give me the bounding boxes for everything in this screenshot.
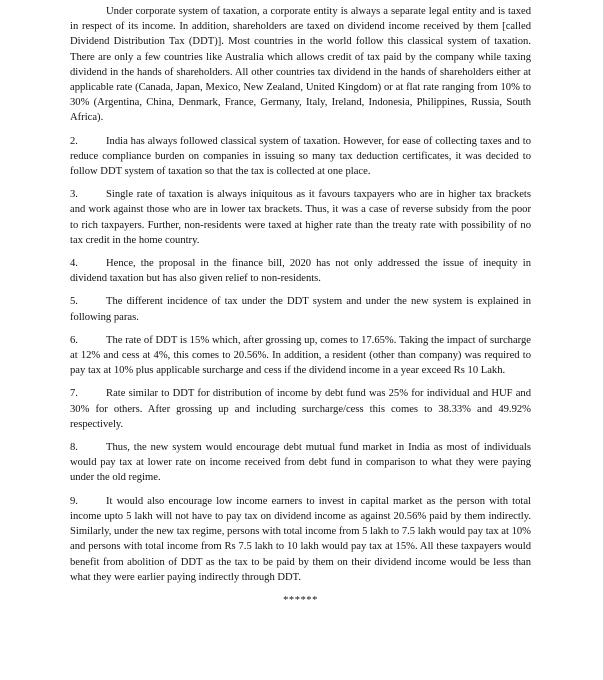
paragraph-4 xyxy=(70,256,531,286)
paragraph-6 xyxy=(70,333,531,379)
paragraph-7 xyxy=(70,386,531,432)
paragraph-9 xyxy=(70,494,531,585)
document-body xyxy=(70,4,531,608)
paragraph-text: Rate similar to DDT for distribution of income by debt fund was 25% for individual and HUF and 30% for others. After grossing up and including surcharge/cess this comes to 38.33% and 49.92% respectively. xyxy=(70,388,531,430)
paragraph-text: It would also encourage low income earners to invest in capital market as the person with total income upto 5 lakh will not have to pay tax on dividend income as against 20.56% paid by them indirectly. Similarly, under the new tax regime, persons with total income from 5 lakh to 7.5 lakh would pay tax at 10% and persons with total income from Rs 7.5 lakh to 10 lakh would pay tax at 15%. All these taxpayers would benefit from abolition of DDT as the tax to be paid by them on their dividend income would be less than what they were earlier paying indirectly through DDT. xyxy=(70,495,531,583)
paragraph-5 xyxy=(70,294,531,324)
paragraph-number: 7. xyxy=(70,388,78,400)
paragraph-text: Thus, the new system would encourage debt mutual fund market in India as most of individuals would pay tax at lower rate on income received from debt fund in comparison to what they were paying under the old regime. xyxy=(70,442,531,484)
paragraph-2 xyxy=(70,134,531,180)
paragraph-number: 9. xyxy=(70,495,78,507)
paragraph-text: The different incidence of tax under the DDT system and under the new system is explained in following paras. xyxy=(70,296,531,323)
paragraph-1 xyxy=(70,4,531,126)
paragraph-8 xyxy=(70,440,531,486)
end-marker: ****** xyxy=(283,594,318,606)
paragraph-text: Under corporate system of taxation, a corporate entity is always a separate legal entity and is taxed in respect of its income. In addition, shareholders are taxed on dividend income received by them [called Dividend Distribution Tax (DDT)]. Most countries in the world follow this classical system of taxation. There are only a few countries like Australia which allows credit of tax paid by the company while taxing dividend in the hands of shareholders. All other countries tax dividend in the hands of shareholders either at applicable rate (Canada, Japan, Mexico, New Zealand, United Kingdom) or at flat rate ranging from 10% to 30% (Argentina, China, Denmark, France, Germany, Italy, Ireland, Indonesia, Philippines, Russia, South Africa). xyxy=(70,6,531,124)
paragraph-text: Single rate of taxation is always iniquitous as it favours taxpayers who are in higher tax brackets and work against those who are in lower tax brackets. Thus, it was a case of reverse subsidy from the poor to rich taxpayers. Further, non-residents were taxed at higher rate than the treaty rate with possibility of no tax credit in the home country. xyxy=(70,189,531,246)
paragraph-3 xyxy=(70,187,531,248)
paragraph-number: 4. xyxy=(70,258,78,270)
paragraph-number: 8. xyxy=(70,442,78,454)
paragraph-number: 3. xyxy=(70,189,78,201)
paragraph-number: 2. xyxy=(70,135,78,147)
paragraph-text: The rate of DDT is 15% which, after grossing up, comes to 17.65%. Taking the impact of surcharge at 12% and cess at 4%, this comes to 20.56%. In addition, a resident (other than company) was required to pay tax at 10% plus applicable surcharge and cess if the dividend income in a year exceed Rs 10 Lakh. xyxy=(70,334,531,377)
paragraph-number: 5. xyxy=(70,296,78,308)
paragraph-number: 6. xyxy=(70,334,78,346)
paragraph-text: Hence, the proposal in the finance bill, 2020 has not only addressed the issue of inequity in dividend taxation but has also given relief to non-residents. xyxy=(70,258,531,285)
paragraph-text: India has always followed classical system of taxation. However, for ease of collecting taxes and to reduce compliance burden on companies in issuing so many tax deduction certificates, it was decided to follow DDT system of taxation so that the tax is collected at one place. xyxy=(70,135,531,178)
